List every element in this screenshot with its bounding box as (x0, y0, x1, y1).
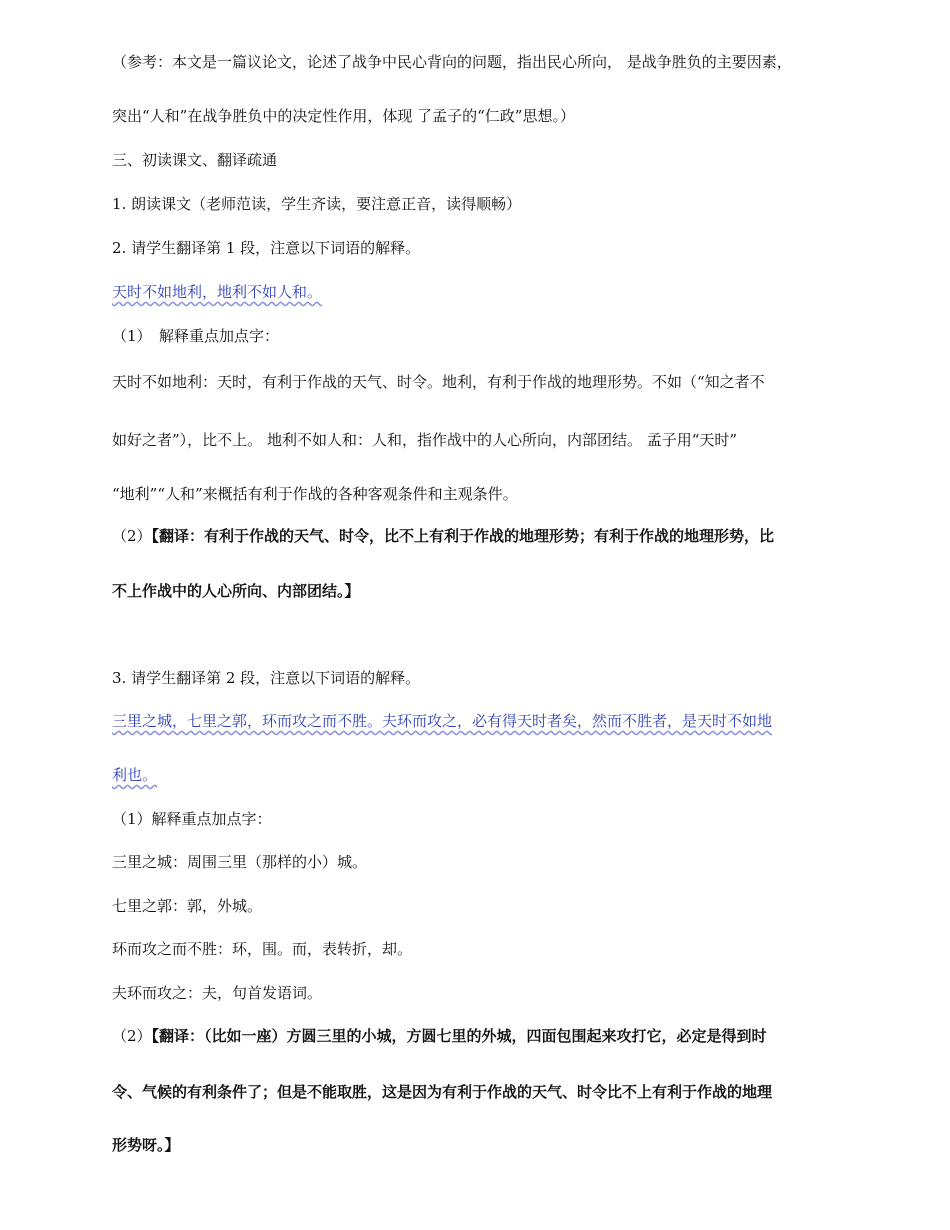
section-heading: 三、初读课文、翻译疏通 (112, 151, 278, 169)
explanation-line-2: 如好之者”），比不上。 地利不如人和：人和，指作战中的人心所向，内部团结。 孟子用“天时” (112, 431, 738, 449)
translation-1-line-1 (112, 525, 774, 547)
translation-2-prefix: （2） (112, 1027, 152, 1045)
classical-quote-2-line-2: 利也。 (112, 766, 158, 784)
explanation-line-3: “地利”“人和”来概括有利于作战的各种客观条件和主观条件。 (112, 485, 518, 503)
keyword-huan: 环而攻之而不胜：环，围。而，表转折，却。 (112, 940, 413, 958)
classical-quote-2-line-1: 三里之城，七里之郭，环而攻之而不胜。夫环而攻之，必有得天时者矣，然而不胜者，是天时不如地 (112, 712, 773, 730)
keyword-sanli: 三里之城：周围三里（那样的小）城。 (112, 853, 368, 871)
translation-2-text: 【翻译：（比如一座）方圆三里的小城，方圆七里的外城，四面包围起来攻打它，必定是得到时 (151, 1027, 767, 1045)
translation-2-line-3: 形势呀。】 (112, 1136, 180, 1154)
translation-1-text: 【翻译：有利于作战的天气、时令，比不上有利于作战的地理形势；有利于作战的地理形势，比 (151, 527, 775, 545)
sub-heading-keywords-1: （1） 解释重点加点字： (112, 327, 280, 345)
keyword-qili: 七里之郭：郭，外城。 (112, 897, 263, 915)
translation-1-line-2: 不上作战中的人心所向、内部团结。】 (112, 582, 360, 600)
reference-note-line-1: （参考：本文是一篇议论文，论述了战争中民心背向的问题，指出民心所向， 是战争胜负的主要因素， (112, 53, 792, 71)
sub-heading-keywords-2: （1）解释重点加点字： (112, 810, 272, 828)
translation-2-line-2: 令、气候的有利条件了；但是不能取胜，这是因为有利于作战的天气、时令比不上有利于作战的地理 (112, 1083, 773, 1101)
step-2-heading: 2. 请学生翻译第 1 段，注意以下词语的解释。 (112, 239, 421, 257)
step-3-heading: 3. 请学生翻译第 2 段，注意以下词语的解释。 (112, 669, 421, 687)
translation-2-line-1 (112, 1025, 767, 1047)
reference-note-line-2: 突出“人和”在战争胜负中的决定性作用，体现 了孟子的“仁政”思想。） (112, 107, 575, 125)
step-1-reading: 1. 朗读课文（老师范读，学生齐读，要注意正音，读得顺畅） (112, 195, 522, 213)
explanation-line-1: 天时不如地利：天时，有利于作战的天气、时令。地利，有利于作战的地理形势。不如（“知之者不 (112, 373, 765, 391)
translation-1-prefix: （2） (112, 527, 152, 545)
classical-quote-1: 天时不如地利，地利不如人和。 (112, 283, 323, 301)
keyword-fu: 夫环而攻之：夫，句首发语词。 (112, 984, 323, 1002)
